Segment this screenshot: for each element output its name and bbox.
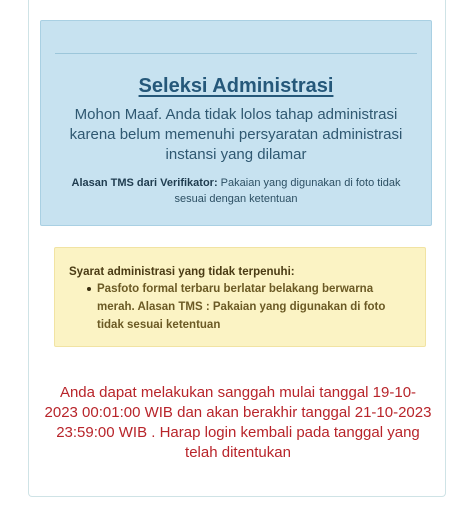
divider: [55, 53, 417, 54]
section-title: Seleksi Administrasi: [138, 75, 334, 97]
verifier-reason: [59, 175, 413, 207]
list-item: Pasfoto formal terbaru berlatar belakang berwarna merah. Alasan TMS : Pakaian yang digunakan di foto tidak sesuai ketentuan: [97, 280, 411, 334]
unmet-requirements-box: [54, 247, 426, 347]
verifier-reason-text: Pakaian yang digunakan di foto tidak sesuai dengan ketentuan: [174, 177, 401, 205]
unmet-requirements-list: [97, 280, 411, 334]
unmet-requirements-heading: Syarat administrasi yang tidak terpenuhi:: [69, 266, 295, 278]
verifier-reason-label: Alasan TMS dari Verifikator:: [71, 177, 218, 189]
result-message: Mohon Maaf. Anda tidak lolos tahap administrasi karena belum memenuhi persyaratan administrasi instansi yang dilamar: [69, 106, 403, 163]
appeal-notice: Anda dapat melakukan sanggah mulai tanggal 19-10-2023 00:01:00 WIB dan akan berakhir tanggal 21-10-2023 23:59:00 WIB . Harap login kembali pada tanggal yang telah ditentukan: [44, 384, 432, 461]
administration-result-box: [40, 20, 432, 226]
